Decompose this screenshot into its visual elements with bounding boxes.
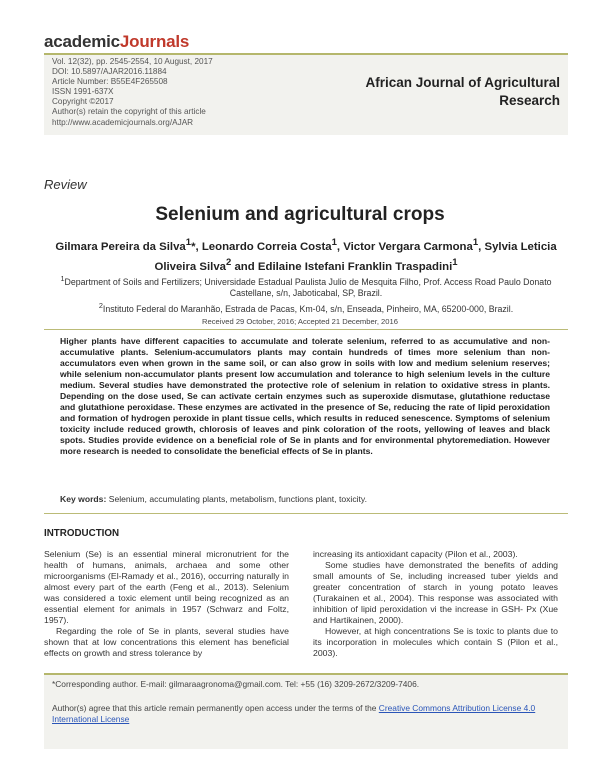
abstract-text: Higher plants have different capacities to accumulate and tolerate selenium, referred to as accumulative and non-accumulative plants. Selenium-accumulators plants may contain hundreds of times more selenium than non-accumulators even when grown in the same soil, or can also grow in soils with low and medium selenium reserves; while selenium non-accumulator plants present low accumulation and tolerance to high selenium levels in the culture medium. Several studies have demonstrated the protective role of selenium in relation to oxidative stress in plants. Depending on the dose used, Se can activate certain enzymes such as superoxide dismutase, glutathione reductase and glutathione peroxidase. These enzymes are activated in the presence of Se, reducing the rate of lipid peroxidation and formation of hydrogen peroxide in plant tissue cells, which results in reduced senescence. Symptoms of selenium toxicity include reduced growth, chlorosis of leaves and pink coloration of the roots, yellowing of leaves and black spots. Studies provide evidence on a beneficial role of Se in plants and for environmental phytoremediation. However more research is needed to consolidate the beneficial effects of Se in plants. <box>60 336 550 456</box>
affiliations <box>44 273 568 315</box>
article-metadata <box>52 57 302 128</box>
section-label: Review <box>44 177 87 192</box>
corresponding-author: *Corresponding author. E-mail: gilmaraagronoma@gmail.com. Tel: +55 (16) 3209-2672/3209-7406. <box>52 679 420 689</box>
body-column-left <box>44 549 289 659</box>
journal-name: African Journal of Agricultural Research <box>365 75 560 108</box>
author-name: Sylvia Leticia Oliveira Silva <box>154 240 557 273</box>
affiliation: $^1$Department of Soils and Fertilizers; Universidade Estadual Paulista Julio de Mesquita Filho, Prof. Access Road Paulo Donato Castellane, s/n, Jaboticabal, SP, Brazil. <box>60 274 552 299</box>
keywords-label: Key words: <box>60 494 107 504</box>
meta-rights: Author(s) retain the copyright of this article <box>52 107 206 117</box>
paragraph: However, at high concentrations Se is toxic to plants due to its incorporation in molecules which contain S (Pilon et al., 2003). <box>313 626 558 658</box>
license-note: Author(s) agree that this article remain permanently open access under the terms of the Creative Commons Attribution License 4.0 International License <box>52 703 536 724</box>
paragraph: Selenium (Se) is an essential mineral micronutrient for the health of humans, animals, archaea and some other microorganisms (El-Ramady et al., 2016), occurring naturally in almost every part of the earth (Feng et al., 2013). Selenium was considered a toxic element until being recognized as an essential element for animals in 1957 (Schwarz and Foltz, 1957). <box>44 549 289 625</box>
meta-issn: ISSN 1991-637X <box>52 87 114 97</box>
meta-url[interactable]: http://www.academicjournals.org/AJAR <box>52 117 194 127</box>
meta-doi: DOI: 10.5897/AJAR2016.11884 <box>52 67 167 77</box>
affiliation: $^2$Instituto Federal do Maranhão, Estrada de Pacas, Km-04, s/n, Enseada, Pinheiro, MA, 65200-000, Brazil. <box>98 300 514 314</box>
keywords: Key words: Selenium, accumulating plants, metabolism, functions plant, toxicity. <box>60 494 367 504</box>
meta-article-number: Article Number: B55E4F265508 <box>52 77 168 87</box>
author-name: Gilmara Pereira da Silva <box>55 240 186 253</box>
author-list: Gilmara Pereira da Silva$^1$*, Leonardo Correia Costa$^1$, Victor Vergara Carmona$^1$, Sylvia Leticia Oliveira Silva$^2$ and Edilaine Istefani Franklin Traspadini$^1$ <box>55 237 557 273</box>
paragraph: Some studies have demonstrated the benefits of adding small amounts of Se, including increased tuber yields and greater concentration of starch in young potato leaves (Turakainen et al., 2004). This response was associated with inhibition of lipid peroxidation vi the increase in GSH- Px (Xue and Hartikainen, 2000). <box>313 560 558 625</box>
meta-copyright: Copyright ©2017 <box>52 97 114 107</box>
body-column-right <box>313 549 558 659</box>
paragraph: Regarding the role of Se in plants, several studies have shown that at low concentrations this element has beneficial effects on growth and stress tolerance by <box>44 626 289 658</box>
paragraph: increasing its antioxidant capacity (Pilon et al., 2003). <box>313 549 518 559</box>
publisher-logo: academicJournals <box>44 32 190 51</box>
author-name: Edilaine Istefani Franklin Traspadini <box>257 260 453 273</box>
received-dates: Received 29 October, 2016; Accepted 21 December, 2016 <box>202 317 398 326</box>
license-link[interactable]: Creative Commons Attribution License 4.0 International License <box>52 703 536 724</box>
author-name: Leonardo Correia Costa <box>201 240 332 253</box>
section-heading: INTRODUCTION <box>44 528 120 539</box>
author-name: Victor Vergara Carmona <box>343 240 473 253</box>
paper-title: Selenium and agricultural crops <box>155 204 445 225</box>
meta-volume: Vol. 12(32), pp. 2545-2554, 10 August, 2017 <box>52 57 213 66</box>
